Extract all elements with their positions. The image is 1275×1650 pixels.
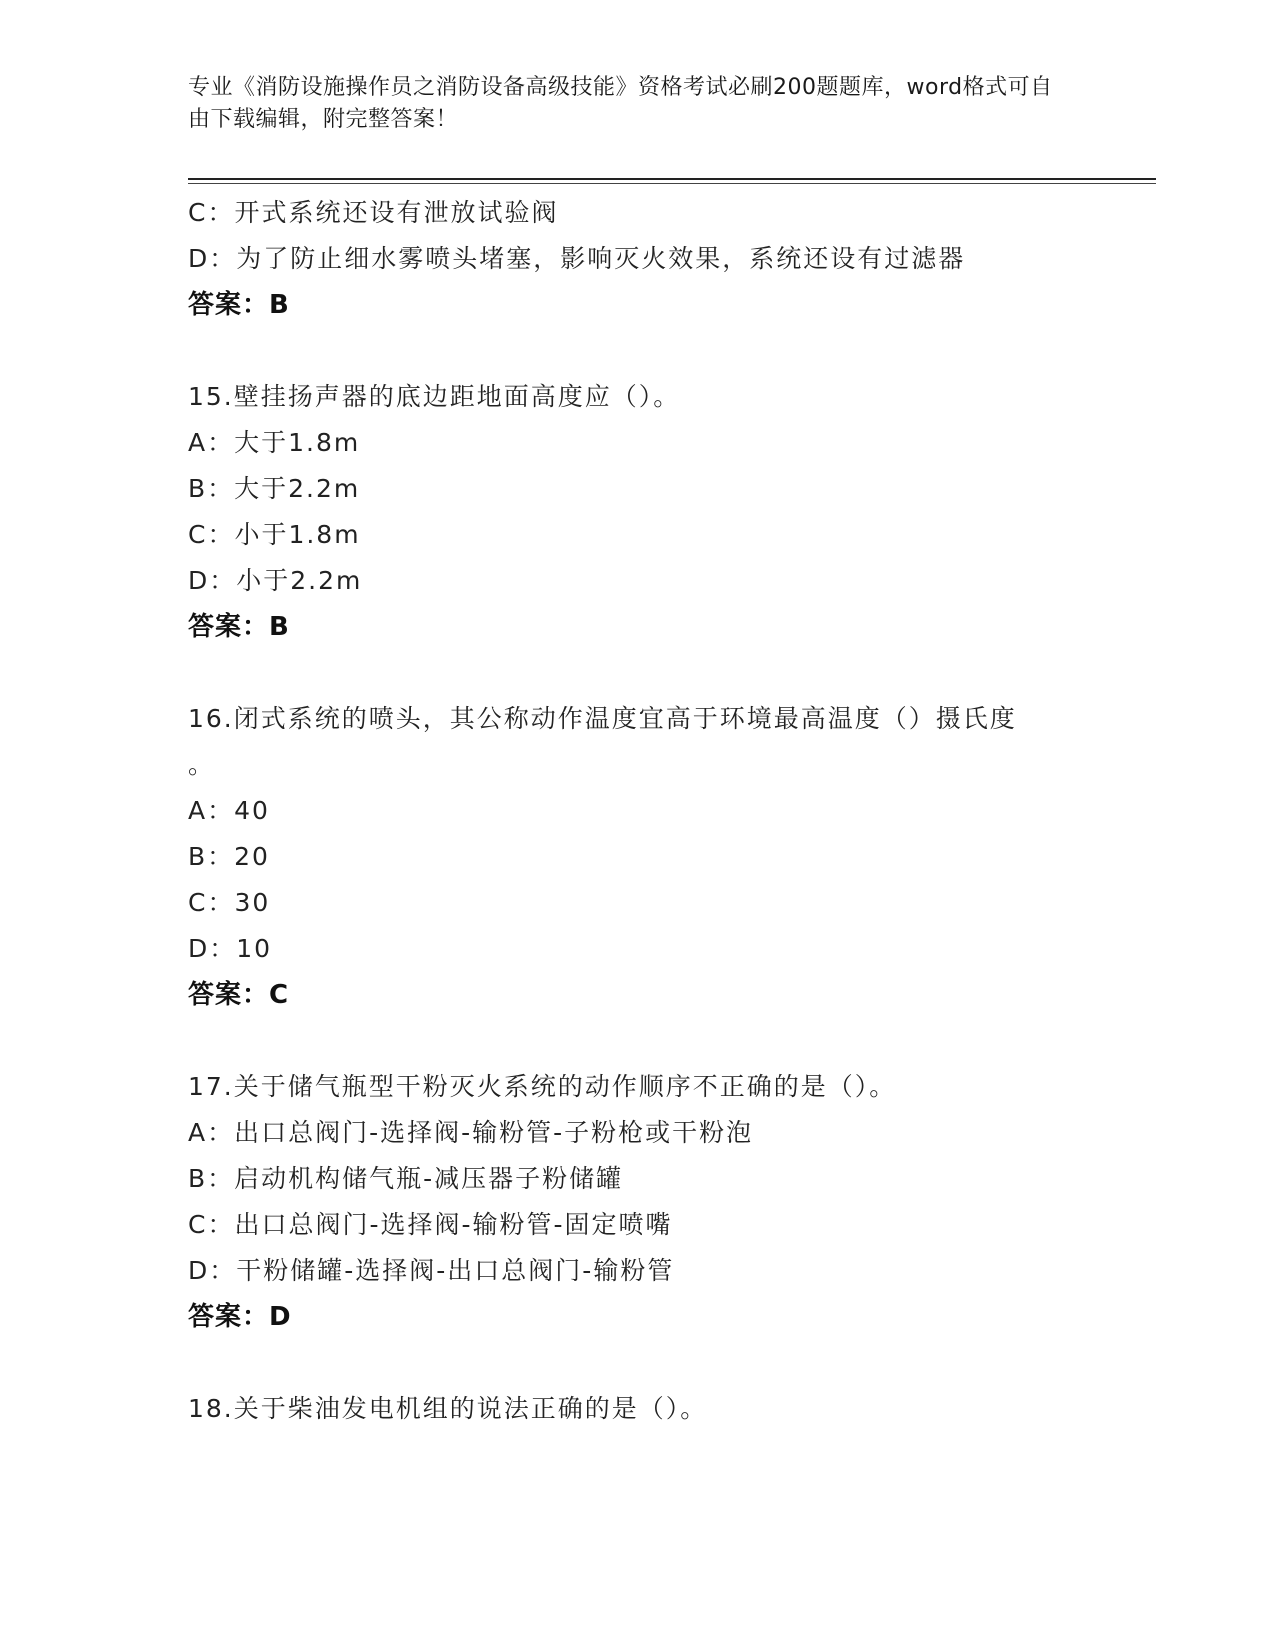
header-divider-thick [188,178,1156,180]
question-17 [188,1064,1088,1340]
option-c: C：30 [188,888,271,917]
question-18 [188,1386,1088,1432]
option-d: D：10 [188,934,273,963]
option-d: D：小于2.2m [188,566,363,595]
option-c: C：出口总阀门-选择阀-输粉管-固定喷嘴 [188,1210,673,1239]
question-15 [188,374,1088,650]
question-stem: 18.关于柴油发电机组的说法正确的是（）。 [188,1394,708,1423]
question-stem-continuation: 。 [188,750,214,779]
prev-option-c: C：开式系统还设有泄放试验阀 [188,198,559,227]
option-a: A：大于1.8m [188,428,361,457]
question-stem: 15.壁挂扬声器的底边距地面高度应（）。 [188,382,681,411]
option-b: B：20 [188,842,270,871]
document-body [188,190,1088,1432]
question-stem: 16.闭式系统的喷头，其公称动作温度宜高于环境最高温度（）摄氏度 [188,704,1017,733]
answer: 答案：D [188,1302,292,1332]
spacer [188,328,1088,374]
option-a: A：出口总阀门-选择阀-输粉管-子粉枪或干粉泡 [188,1118,754,1147]
answer: 答案：B [188,612,290,642]
spacer [188,1340,1088,1386]
option-d: D：干粉储罐-选择阀-出口总阀门-输粉管 [188,1256,675,1285]
question-16 [188,696,1088,1018]
option-b: B：大于2.2m [188,474,361,503]
spacer [188,1018,1088,1064]
spacer [188,650,1088,696]
question-stem: 17.关于储气瓶型干粉灭火系统的动作顺序不正确的是（）。 [188,1072,897,1101]
prev-option-d: D：为了防止细水雾喷头堵塞，影响灭火效果，系统还设有过滤器 [188,244,966,273]
option-a: A：40 [188,796,270,825]
header-divider-thin [188,183,1156,184]
option-b: B：启动机构储气瓶-减压器子粉储罐 [188,1164,624,1193]
document-header: 专业《消防设施操作员之消防设备高级技能》资格考试必刷200题题库，word格式可自由下载编辑，附完整答案！ [188,75,1053,132]
option-c: C：小于1.8m [188,520,361,549]
answer: 答案：C [188,980,290,1010]
prev-answer: 答案：B [188,290,290,320]
